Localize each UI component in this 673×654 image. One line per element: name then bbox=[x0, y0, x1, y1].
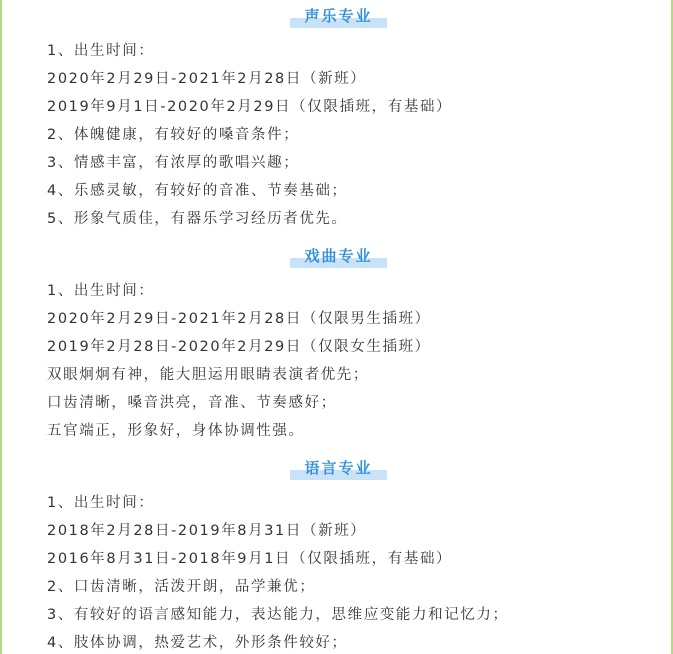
section-heading: 语言专业 bbox=[304, 459, 373, 477]
list-item: 1、出生时间： bbox=[47, 283, 155, 299]
section-title-opera bbox=[2, 246, 673, 274]
list-item: 2016年8月31日-2018年9月1日（仅限插班，有基础） bbox=[47, 551, 453, 567]
list-item: 口齿清晰，嗓音洪亮，音准、节奏感好； bbox=[47, 395, 337, 411]
list-item: 双眼炯炯有神，能大胆运用眼睛表演者优先； bbox=[47, 367, 369, 383]
list-item: 2019年9月1日-2020年2月29日（仅限插班，有基础） bbox=[47, 99, 453, 115]
list-item: 2、体魄健康，有较好的嗓音条件； bbox=[47, 127, 300, 143]
section-heading: 声乐专业 bbox=[304, 7, 373, 25]
list-item: 3、有较好的语言感知能力，表达能力，思维应变能力和记忆力； bbox=[47, 607, 509, 623]
list-item: 2、口齿清晰，活泼开朗，品学兼优； bbox=[47, 579, 316, 595]
list-item: 4、乐感灵敏，有较好的音准、节奏基础； bbox=[47, 183, 348, 199]
list-item: 3、情感丰富，有浓厚的歌唱兴趣； bbox=[47, 155, 300, 171]
list-item: 2020年2月29日-2021年2月28日（仅限男生插班） bbox=[47, 311, 431, 327]
list-item: 1、出生时间： bbox=[47, 495, 155, 511]
section-title-language bbox=[2, 458, 673, 486]
list-item: 五官端正，形象好，身体协调性强。 bbox=[47, 423, 305, 439]
list-item: 2019年2月28日-2020年2月29日（仅限女生插班） bbox=[47, 339, 431, 355]
section-heading: 戏曲专业 bbox=[304, 247, 373, 265]
section-title-vocal bbox=[2, 6, 673, 34]
list-item: 1、出生时间： bbox=[47, 43, 155, 59]
list-item: 2018年2月28日-2019年8月31日（新班） bbox=[47, 523, 367, 539]
list-item: 2020年2月29日-2021年2月28日（新班） bbox=[47, 71, 367, 87]
list-item: 5、形象气质佳，有器乐学习经历者优先。 bbox=[47, 211, 348, 227]
list-item: 4、肢体协调，热爱艺术，外形条件较好； bbox=[47, 635, 348, 651]
